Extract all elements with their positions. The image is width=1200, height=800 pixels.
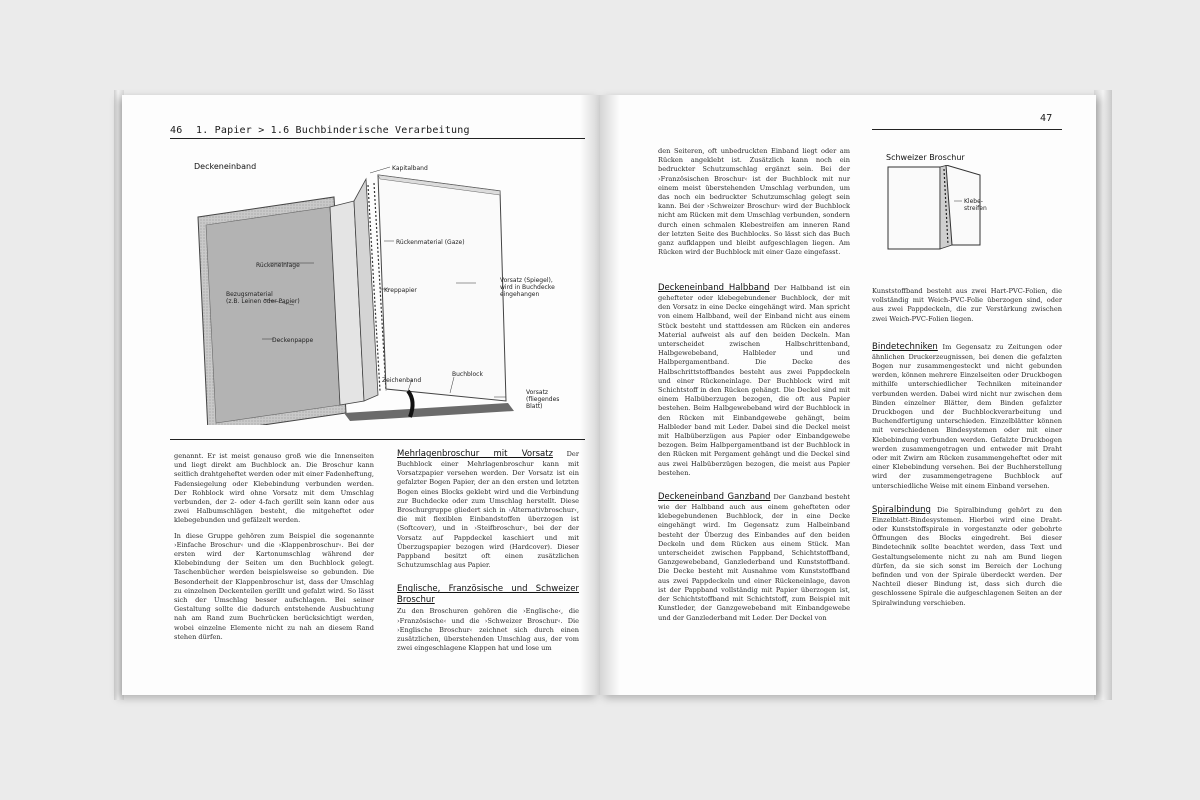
figure-caption-schweizer-broschur: Schweizer Broschur: [886, 153, 965, 162]
heading-ganzband: Deckeneinband Ganzband: [658, 492, 771, 503]
heading-englische-broschur: Englische, Französische und Schweizer Broschur: [397, 584, 579, 606]
right-column-2: [872, 287, 1062, 608]
label-bezugsmaterial: [226, 291, 300, 305]
label-vorsatz-spiegel: [500, 277, 555, 298]
label-buchblock: Buchblock: [452, 371, 483, 378]
right-column-1: [658, 283, 850, 623]
header-rule-left: [170, 138, 585, 139]
paragraph: Kunststoffband besteht aus zwei Hart-PVC-Folien, die vollständig mit Weich-PVC-Folie überzogen sind, oder aus zwei Pappdeckeln, die zur Verstärkung zwischen zwei Weich-PVC-Folien liegen.: [872, 287, 1062, 323]
label-klebe-line1: Klebe-: [964, 198, 983, 205]
paragraph: Der Buchblock einer Mehrlagenbroschur kann mit Vorsatzpapier versehen werden. Der Vorsatz ist ein gefalzter Bogen Papier, der an den ersten und letzten Bogen eines Blocks geklebt wird und die Verbindung zur Buchdecke oder zum Umschlag herstellt. Diese Broschurgruppe gliedert sich in ›Alternativbroschur‹, die mit flexiblen Einbandstoffen überzogen ist (Softcover), und in ›Steifbroschur‹, bei der der Vorsatz auf Pappdeckel kaschiert und mit Überzugspapier bezogen wird (Hardcover). Dieser Pappband besitzt oft einen zusätzlichen Schutzumschlag aus Papier.: [397, 450, 579, 570]
left-page: [122, 95, 600, 695]
label-bezug-line1: Bezugsmaterial: [226, 291, 273, 298]
paragraph: Der Ganzband besteht wie der Halbband auch aus einem gehefteten oder klebegebundenen Buchblock, der in eine Decke eingehängt wird. Im Gegensatz zum Halbeinband besteht der Überzug des Einbandes auf den beiden Deckeln und dem Rücken aus einem Stück. Man unterscheidet zwischen Pappband, Schichtstoffband, Ganzgewebeband, Ganzlederband und Kunststoffband. Die Decke besteht mit Ausnahme vom Kunststoffband aus zwei Pappdeckeln und einer Rückeneinlage, davon ist der Pappband vollständig mit Papier überzogen ist, der Schichtstoffband mit Schichtstoff, zum Beispiel mit Kunstleder, der Ganzgewebeband mit Einbandgewebe und der Ganzlederband mit Leder. Der Deckel von: [658, 493, 850, 622]
label-kreppapier: Kreppapier: [384, 287, 417, 294]
label-bezug-line2: (z.B. Leinen oder Papier): [226, 298, 300, 305]
label-deckenpappe: Deckenpappe: [272, 337, 314, 344]
label-klebestreifen: [964, 198, 987, 212]
right-page: [600, 95, 1096, 695]
paragraph: genannt. Er ist meist genauso groß wie die Innenseiten und liegt direkt am Buchblock an. Die Broschur kann seitlich drahtgeheftet werden oder mit einer Fadenheftung, Fadensiegelung oder Klebebindung verbunden werden. Der Rohblock wird ohne Vorsatz mit dem Umschlag verbunden, der 2- oder 4-fach gerillt sein kann oder aus zwei Halbumschlägen besteht, die mitgeheftet oder klebegebunden und gefälzelt werden.: [174, 452, 375, 525]
left-column-1: [174, 452, 374, 648]
label-rueckeneinlage: Rückeneinlage: [256, 262, 300, 269]
unterkante: [344, 403, 514, 421]
label-vorsatzf-line2: (fliegendes: [526, 396, 560, 403]
heading-spiralbindung: Spiralbindung: [872, 504, 931, 515]
right-top-column: [658, 147, 850, 257]
page-number-left: 46: [170, 125, 183, 136]
heading-mehrlagenbroschur: Mehrlagenbroschur mit Vorsatz: [397, 449, 554, 459]
breadcrumb: 1. Papier > 1.6 Buchbinderische Verarbeitung: [196, 125, 470, 136]
label-vorsatzf-line3: Blatt): [526, 403, 543, 410]
label-vorsatz-fliegend: [526, 389, 559, 410]
heading-halbband: Deckeneinband Halbband: [658, 283, 770, 293]
paragraph: Im Gegensatz zu Zeitungen oder ähnlichen Druckerzeugnissen, bei denen die gefalzten Bogen nur zusammengesteckt und nicht gebunden werden, können mehrere Einzelseiten oder Druckbogen mithilfe unterschiedlicher Techniken miteinander verbunden werden. Dabei wird nicht nur zwischen dem Binden einzelner Blätter, dem Binden gefalzter Druckbogen und der Buchblockverarbeitung und Buchendfertigung unterschieden. Einzelblätter können mit verschiedenen Bindesystemen oder mit einer Klebebindung verbunden werden. Gefalzte Druckbogen werden zusammengetragen und entweder mit Draht oder mit Zwirn am Rücken zusammengeheftet oder mit einer Klebebindung versehen. Bei der Buchherstellung wird der zusammengetragene Buchblock auf unterschiedliche Weise mit einem Einband versehen.: [872, 342, 1062, 490]
section-rule-left: [170, 439, 585, 440]
label-vorsatz-line3: eingehangen: [500, 291, 540, 298]
right-page-edge: [1094, 90, 1112, 700]
header-rule-right: [872, 129, 1062, 130]
paragraph: den Seiteren, oft unbedruckten Einband liegt oder am Rücken angeklebt ist. Zusätzlich kann noch ein bedruckter Schutzumschlag ergänzt sein. Bei der ›Französischen Broschur‹ ist der Buchblock mit nur einem meist überstehenden Umschlag verbunden, um das noch ein bedruckter Schutzumschlag gelegt sein kann. Bei der ›Schweizer Broschur‹ wird der Buchblock nicht am Rücken mit dem Umschlag verbunden, sondern durch einen schmalen Klebestreifen am inneren Rand der letzten Seite des Buchblocks. So lässt sich das Buch ganz aufklappen und bleibt aufgeschlagen liegen. Am Rücken wird der Buchblock mit einer Gaze eingefasst.: [658, 147, 850, 257]
deckenpappe-shape: [206, 207, 340, 423]
paragraph: Die Spiralbindung gehört zu den Einzelblatt-Bindesystemen. Hierbei wird eine Draht- oder Kunststoffspirale in vorgestanzte oder gebohrte Öffnungen des Blocks eingedreht. Bei dieser Bindetechnik sollte beachtet werden, dass Text und Gestaltungselemente nicht zu nah am Bund liegen dürfen, da sie sich sonst im Bereich der Lochung befinden und von der Spirale überdeckt werden. Der Nachteil dieser Bindung ist, dass sich durch die geschlossene Spirale die aufgeschlagenen Seiten an der Spiralwindung verschieben.: [872, 505, 1062, 607]
label-rueckenmaterial: Rückenmaterial (Gaze): [396, 239, 465, 246]
paragraph: Zu den Broschuren gehören die ›Englische‹, die ›Französische‹ und die ›Schweizer Broschur‹. Die ›Englische Broschur‹ zeichnet sich durch einen zusätzlichen, überstehenden Umschlag aus, der vom zwei eingeschlagene Klappen hat und lose um: [397, 607, 579, 653]
figure-caption-deckeneinband: Deckeneinband: [194, 162, 257, 171]
heading-bindetechniken: Bindetechniken: [872, 341, 938, 352]
left-column-2: [397, 449, 579, 653]
label-kapitalband: Kapitalband: [392, 165, 428, 172]
label-vorsatz-line2: wird in Buchdecke: [500, 284, 555, 291]
paragraph: Der Halbband ist ein gehefteter oder klebegebundener Buchblock, der mit den Vorsatz in eine Decke eingehängt wird. Man spricht von einem Halbband, weil der Einband nicht aus einem Stück besteht und stattdessen am Rücken ein anderes Material aufweist als auf den beiden Deckeln. Man unterscheidet zwischen Halbschrittenband, Halbgewebeband, Halbleder und und Halbpergamentband. Die Decke des Halbschrittstoffbandes besteht aus zwei Pappdeckeln und einer Rückeneinlage. Der Buchblock wird mit Schichtstoff in den Rücken gehängt. Die Deckel sind mit einem Halbüberzugen bezogen, die oft aus Papier bestehen. Beim Halbgewebeband wird der Buchblock in den Rücken mit Einbandgewebe gehängt, beim Halbleder band mit Leder. Dabei sind die Deckel meist mit Halbüberzügen aus Papier oder Einbandgewebe bezogen. Beim Halbpergamentband ist der Buchblock in den Rücken mit Pergament gehängt und die Deckel sind aus zwei Halbüberzügen bezogen, die meist aus Papier bestehen.: [658, 284, 850, 477]
label-zeichenband: Zeichenband: [382, 377, 422, 384]
label-vorsatz-line1: Vorsatz (Spiegel),: [500, 277, 553, 284]
page-number-right: 47: [1040, 113, 1053, 124]
label-klebe-line2: streifen: [964, 205, 987, 212]
paragraph: In diese Gruppe gehören zum Beispiel die sogenannte ›Einfache Broschur‹ und die ›Klappenbroschur‹. Bei der ersten wird der Kartonumschlag während der Klebebindung der Seiten um den Buchblock gelegt. Taschenbücher werden beispielsweise so gebunden. Die Besonderheit der Klappenbroschur ist, dass der Umschlag zu einzelnen Deckenteilen gerillt und gefalzt wird. So lässt sich der Umschlag besser aufschlagen. Bei seiner Gestaltung sollte die dadurch entstehende Ausbuchtung nah am Rand zum Buchrücken berücksichtigt werden, wobei einzelne Elemente nicht zu nah an diesem Rand stehen dürfen.: [174, 531, 374, 641]
label-vorsatzf-line1: Vorsatz: [526, 389, 549, 396]
